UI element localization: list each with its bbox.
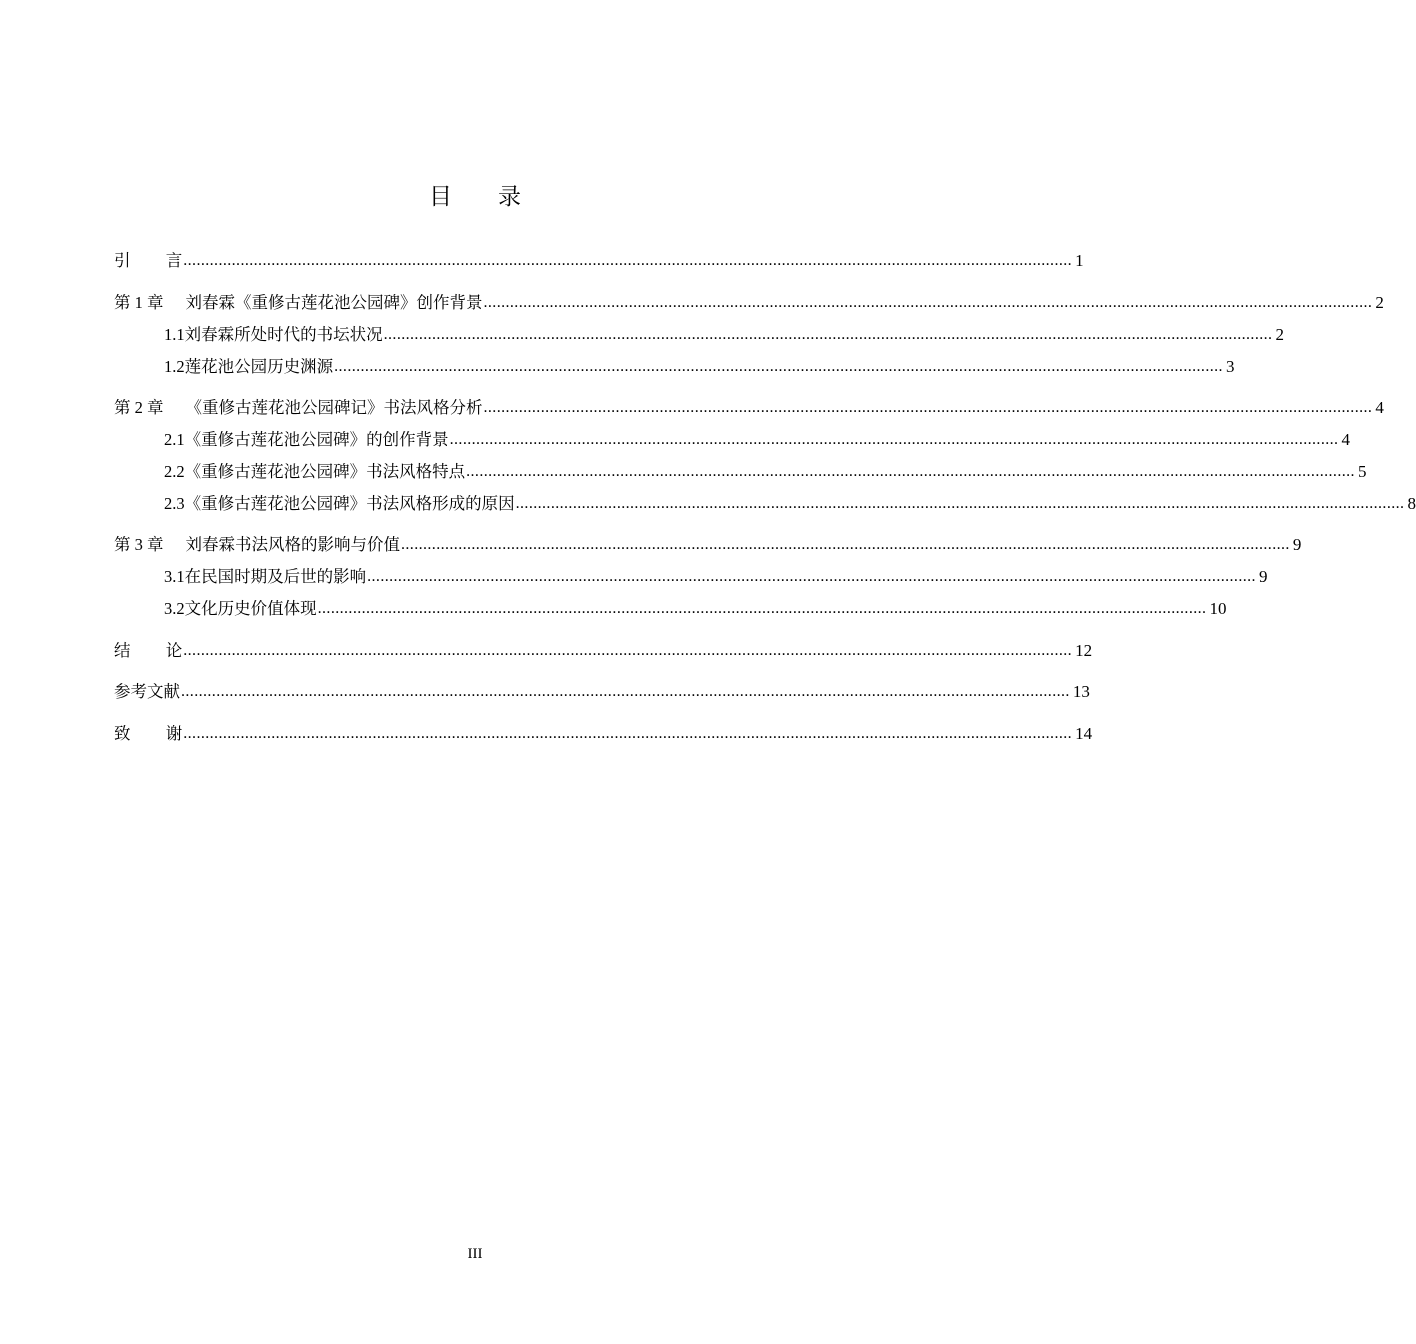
page-number-footer: III xyxy=(467,1246,483,1262)
toc-entry-section-2-1[interactable] xyxy=(164,427,1350,451)
toc-page-number: 8 xyxy=(1407,494,1416,513)
toc-entry-acknowledgements[interactable] xyxy=(114,721,1093,745)
toc-section-number: 2.3 xyxy=(164,494,185,513)
toc-page-number: 13 xyxy=(1072,682,1090,701)
toc-leader-dots: .......................................................................................................................................................................................................... xyxy=(401,536,1290,553)
toc-leader-dots: .......................................................................................................................................................................................................... xyxy=(183,642,1073,659)
toc-page-number: 9 xyxy=(1292,535,1302,554)
toc-entry-text: 参考文献 xyxy=(114,682,180,701)
toc-section-number: 1.1 xyxy=(164,325,185,344)
toc-entry-text: 文化历史价值体现 xyxy=(184,599,317,618)
toc-chapter-number: 第 2 章 xyxy=(114,398,164,417)
toc-entry-introduction[interactable] xyxy=(114,248,1084,272)
toc-entry-references[interactable] xyxy=(114,679,1090,703)
toc-entry-text: 致 谢 xyxy=(114,724,183,743)
toc-entry-text: 引 言 xyxy=(114,251,183,270)
toc-entry-text: 刘春霖书法风格的影响与价值 xyxy=(185,535,400,554)
toc-entry-text: 《重修古莲花池公园碑》书法风格形成的原因 xyxy=(184,494,515,513)
toc-leader-dots: .......................................................................................................................................................................................................... xyxy=(449,431,1339,448)
toc-page-number: 10 xyxy=(1209,599,1227,618)
toc-entry-text: 刘春霖所处时代的书坛状况 xyxy=(184,325,383,344)
toc-entry-text: 《重修古莲花池公园碑》的创作背景 xyxy=(184,430,449,449)
toc-page-number: 9 xyxy=(1258,567,1268,586)
toc-entry-section-1-1[interactable] xyxy=(164,322,1284,346)
toc-entry-conclusion[interactable] xyxy=(114,638,1093,662)
toc-leader-dots: .......................................................................................................................................................................................................... xyxy=(181,683,1070,700)
toc-section-number: 1.2 xyxy=(164,357,185,376)
toc-page-number: 4 xyxy=(1375,398,1384,417)
toc-section-number: 3.1 xyxy=(164,567,185,586)
toc-entry-text: 《重修古莲花池公园碑》书法风格特点 xyxy=(184,462,466,481)
toc-entry-text: 在民国时期及后世的影响 xyxy=(184,567,367,586)
toc-entry-chapter-2[interactable] xyxy=(114,395,1384,419)
toc-entry-section-2-3[interactable] xyxy=(164,491,1416,515)
toc-entry-section-3-2[interactable] xyxy=(164,596,1227,620)
toc-leader-dots: .......................................................................................................................................................................................................... xyxy=(515,495,1405,512)
toc-page-number: 4 xyxy=(1341,430,1350,449)
toc-page-number: 2 xyxy=(1375,293,1384,312)
toc-leader-dots: .......................................................................................................................................................................................................... xyxy=(367,568,1256,585)
toc-entry-section-2-2[interactable] xyxy=(164,459,1367,483)
toc-entry-text: 刘春霖《重修古莲花池公园碑》创作背景 xyxy=(185,293,483,312)
toc-entry-section-3-1[interactable] xyxy=(164,564,1268,588)
toc-leader-dots: .......................................................................................................................................................................................................... xyxy=(334,358,1223,375)
toc-entry-chapter-3[interactable] xyxy=(114,532,1302,556)
toc-entry-text: 《重修古莲花池公园碑记》书法风格分析 xyxy=(185,398,483,417)
toc-chapter-number: 第 1 章 xyxy=(114,293,164,312)
toc-section-number: 3.2 xyxy=(164,599,185,618)
toc-leader-dots: .......................................................................................................................................................................................................... xyxy=(483,399,1373,416)
toc-entry-chapter-1[interactable] xyxy=(114,290,1384,314)
toc-chapter-number: 第 3 章 xyxy=(114,535,164,554)
toc-page-number: 1 xyxy=(1075,251,1084,270)
toc-section-number: 2.1 xyxy=(164,430,185,449)
toc-leader-dots: .......................................................................................................................................................................................................... xyxy=(183,252,1073,269)
toc-leader-dots: .......................................................................................................................................................................................................... xyxy=(317,600,1207,617)
toc-page-number: 5 xyxy=(1357,462,1367,481)
toc-page-number: 2 xyxy=(1275,325,1284,344)
toc-leader-dots: .......................................................................................................................................................................................................... xyxy=(383,326,1273,343)
toc-leader-dots: .......................................................................................................................................................................................................... xyxy=(466,463,1355,480)
toc-entry-text: 结 论 xyxy=(114,641,183,660)
toc-page-number: 12 xyxy=(1075,641,1093,660)
toc-page-number: 3 xyxy=(1225,357,1235,376)
toc-entry-text: 莲花池公园历史渊源 xyxy=(184,357,334,376)
toc-leader-dots: .......................................................................................................................................................................................................... xyxy=(483,294,1373,311)
toc-leader-dots: .......................................................................................................................................................................................................... xyxy=(183,725,1073,742)
toc-entry-section-1-2[interactable] xyxy=(164,354,1235,378)
toc-page-number: 14 xyxy=(1075,724,1093,743)
toc-title: 目录 xyxy=(429,184,567,210)
toc-section-number: 2.2 xyxy=(164,462,185,481)
